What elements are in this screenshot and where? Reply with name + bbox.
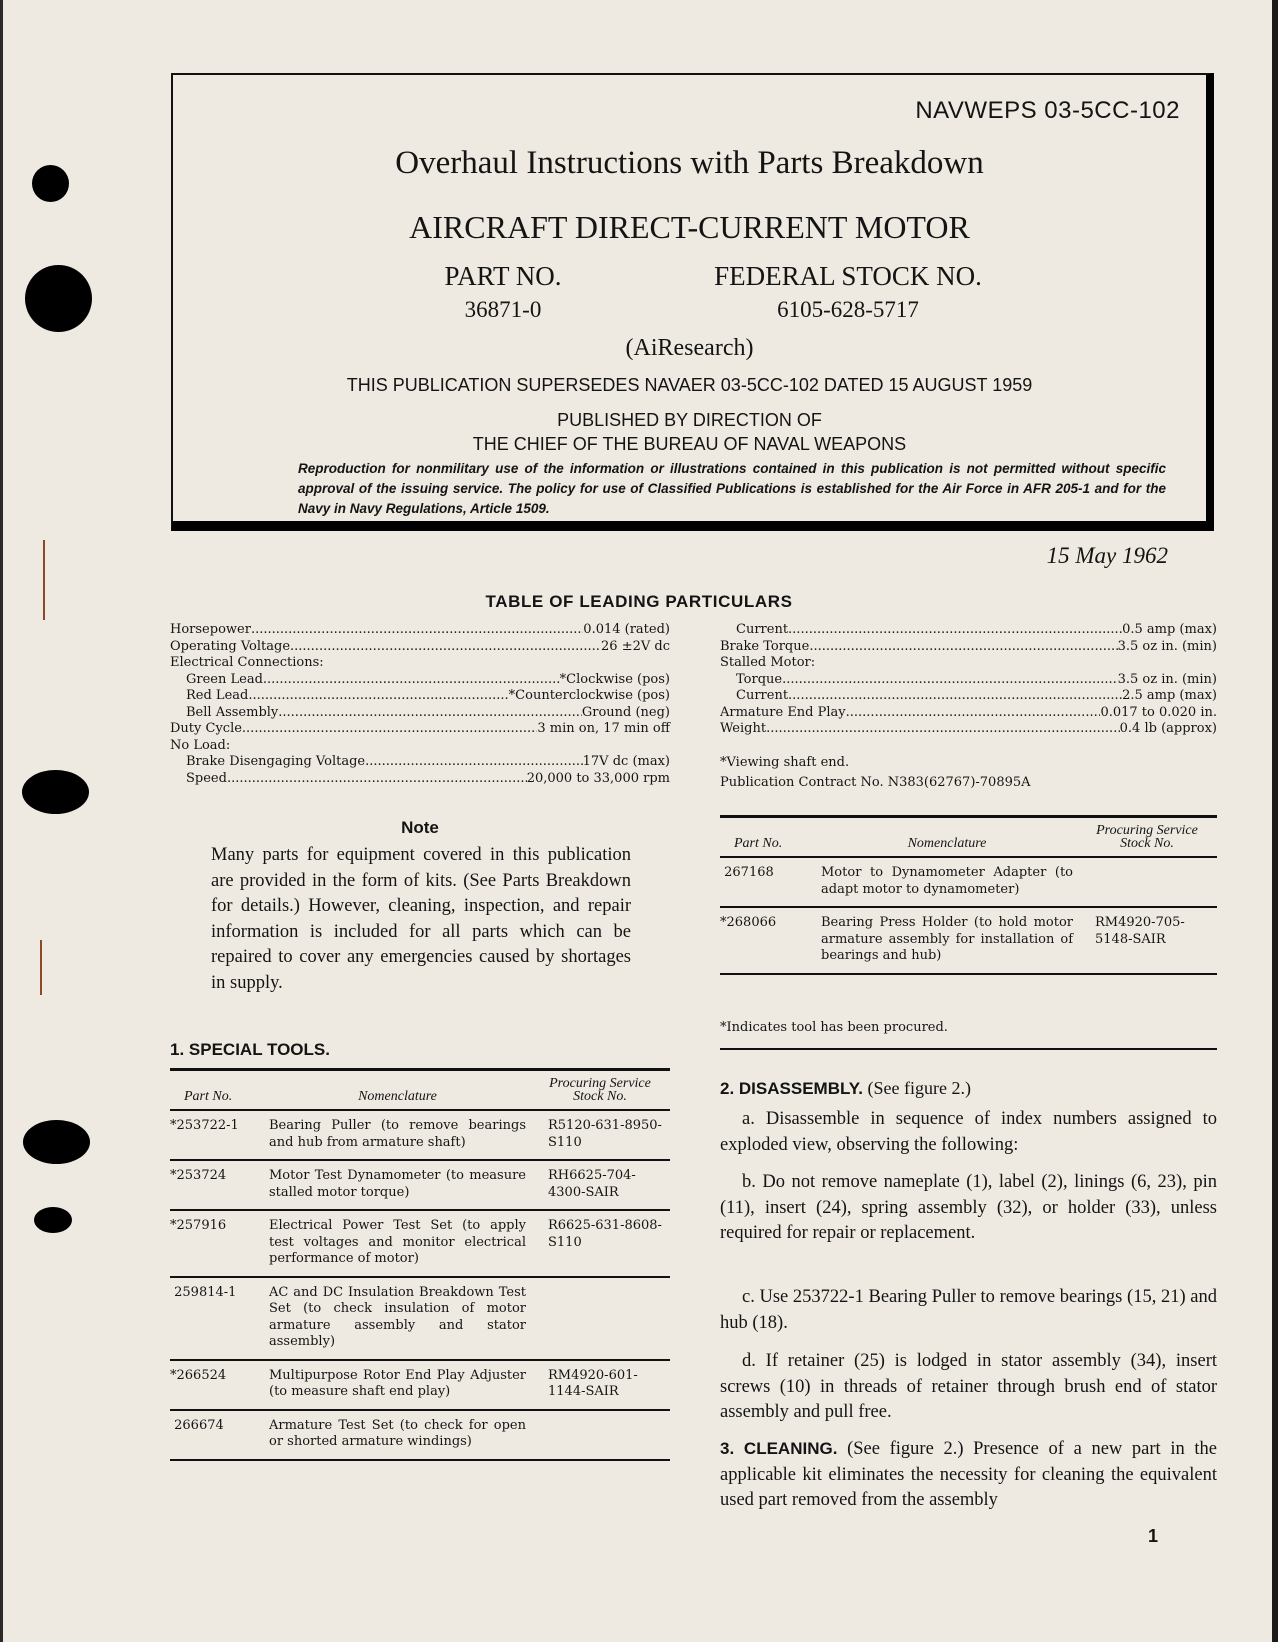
nomenclature-cell: Armature Test Set (to check for open or shorted armature windings) xyxy=(265,1410,530,1460)
special-tools-table xyxy=(170,1068,670,1461)
publication-date: 15 May 1962 xyxy=(1046,543,1168,568)
special-tools-heading: 1. SPECIAL TOOLS. xyxy=(170,1040,330,1059)
particular-value: Ground (neg) xyxy=(581,704,670,720)
page-edge-left xyxy=(0,0,3,1642)
nomenclature-cell: AC and DC Insulation Breakdown Test Set (to check insulation of motor armature assembly and stator assembly) xyxy=(265,1277,530,1360)
special-tools-table-continued xyxy=(720,815,1217,975)
dot-leader xyxy=(846,705,1101,722)
divider xyxy=(720,1048,1217,1050)
particular-row xyxy=(170,622,670,639)
part-no-label: PART NO. xyxy=(444,261,562,291)
table-row xyxy=(170,1110,670,1160)
staple-mark xyxy=(40,940,42,995)
stock-no-label: FEDERAL STOCK NO. xyxy=(714,261,982,291)
particular-value: 3 min on, 17 min off xyxy=(537,721,670,736)
particular-row xyxy=(720,622,1217,639)
table-row xyxy=(170,1360,670,1410)
disassembly-heading xyxy=(720,1078,971,1099)
table-header-row xyxy=(720,817,1217,858)
particular-value: 0.017 to 0.020 in. xyxy=(1100,704,1217,720)
document-number: NAVWEPS 03-5CC-102 xyxy=(915,97,1180,124)
particular-label: Operating Voltage xyxy=(170,638,291,654)
disassembly-title: 2. DISASSEMBLY. xyxy=(720,1079,863,1098)
part-number-cell: 266674 xyxy=(170,1410,265,1460)
published-by xyxy=(173,408,1206,456)
particular-label: Speed xyxy=(186,770,227,786)
dot-leader xyxy=(248,688,508,705)
binder-hole xyxy=(32,165,69,202)
supersedes-notice: THIS PUBLICATION SUPERSEDES NAVAER 03-5CC-102 DATED 15 AUGUST 1959 xyxy=(346,375,1033,395)
stock-number-cell: RM4920-601-1144-SAIR xyxy=(530,1360,670,1410)
note-body: Many parts for equipment covered in this publication are provided in the form of kits. (See Parts Breakdown for details.) However, cleaning, inspection, and repair information is included for all parts which can be repaired to cover any emergencies caused by shortages in supply. xyxy=(211,845,631,993)
table-row xyxy=(170,1277,670,1360)
disassembly-step-a: a. Disassemble in sequence of index numbers assigned to exploded view, observing the following: xyxy=(720,1109,1217,1155)
part-number-cell: *253722-1 xyxy=(170,1110,265,1160)
manufacturer: (AiResearch) xyxy=(625,335,754,361)
cleaning-text: (See figure 2.) Presence of a new part in the applicable kit eliminates the necessity for cleaning the equivalent used part removed from the assembly xyxy=(720,1439,1217,1510)
table-row xyxy=(170,1410,670,1460)
stock-number-cell: R5120-631-8950-S110 xyxy=(530,1110,670,1160)
particular-value: 2.5 amp (max) xyxy=(1122,688,1217,703)
page-number: 1 xyxy=(1147,1526,1158,1546)
binder-hole xyxy=(22,770,89,814)
particular-row xyxy=(170,672,670,689)
page-edge-right xyxy=(1272,0,1278,1642)
particular-label: Duty Cycle xyxy=(170,721,242,736)
cover-header-box xyxy=(171,73,1214,531)
stock-number-cell xyxy=(530,1410,670,1460)
table-row xyxy=(720,857,1217,907)
dot-leader xyxy=(788,688,1122,705)
particular-label: Weight xyxy=(720,721,767,736)
particular-value: 26 ±2V dc xyxy=(601,638,670,654)
dot-leader xyxy=(278,705,582,722)
particular-label: Bell Assembly xyxy=(186,704,279,720)
particular-row xyxy=(170,771,670,788)
procured-footnote: *Indicates tool has been procured. xyxy=(720,1020,948,1035)
note-title: Note xyxy=(401,818,439,837)
dot-leader xyxy=(251,622,583,639)
cleaning-paragraph xyxy=(720,1436,1217,1514)
col-nomenclature: Nomenclature xyxy=(265,1070,530,1111)
particular-label: No Load: xyxy=(170,737,231,753)
part-number-cell: *268066 xyxy=(720,907,817,974)
particular-row xyxy=(170,688,670,705)
particular-row xyxy=(720,672,1217,689)
dot-leader xyxy=(290,639,601,656)
table-row xyxy=(720,907,1217,974)
dot-leader xyxy=(365,754,583,771)
part-no-value: 36871-0 xyxy=(464,297,542,322)
stock-number-cell xyxy=(1077,857,1217,907)
disassembly-step-b: b. Do not remove nameplate (1), label (2), linings (6, 23), pin (11), insert (24), spring assembly (32), or holder (33), unless required for repair or replacement. xyxy=(720,1172,1217,1243)
particular-label: Stalled Motor: xyxy=(720,655,816,670)
particular-value: *Counterclockwise (pos) xyxy=(508,688,670,703)
nomenclature-cell: Bearing Press Holder (to hold motor armature assembly for installation of bearings and hub) xyxy=(817,907,1077,974)
cleaning-heading: 3. CLEANING. xyxy=(720,1439,838,1458)
binder-hole xyxy=(25,265,92,332)
particular-label: Green Lead xyxy=(186,671,263,687)
table-row xyxy=(170,1160,670,1210)
col-stock-no: Procuring Service Stock No. xyxy=(530,1070,670,1111)
col-part-no: Part No. xyxy=(720,817,817,858)
dot-leader xyxy=(782,672,1117,689)
contract-number: Publication Contract No. N383(62767)-70895A xyxy=(720,775,1031,790)
particular-row xyxy=(720,705,1217,722)
particular-row xyxy=(170,754,670,771)
dot-leader xyxy=(242,721,537,738)
table-header-row xyxy=(170,1070,670,1111)
particular-value: 0.5 amp (max) xyxy=(1122,622,1217,637)
leading-particulars-right xyxy=(720,622,1217,738)
viewing-footnote: *Viewing shaft end. xyxy=(720,755,850,770)
stock-number-cell: R6625-631-8608-S110 xyxy=(530,1210,670,1277)
nomenclature-cell: Bearing Puller (to remove bearings and hub from armature shaft) xyxy=(265,1110,530,1160)
particular-label: Brake Torque xyxy=(720,638,810,654)
stock-number-cell xyxy=(530,1277,670,1360)
col-part-no: Part No. xyxy=(170,1070,265,1111)
particular-row xyxy=(170,738,670,755)
nomenclature-cell: Multipurpose Rotor End Play Adjuster (to measure shaft end play) xyxy=(265,1360,530,1410)
binder-hole xyxy=(23,1120,90,1164)
col-stock-no: Procuring Service Stock No. xyxy=(1077,817,1217,858)
particular-label: Armature End Play xyxy=(720,704,846,720)
particular-row xyxy=(170,705,670,722)
particular-row xyxy=(170,655,670,672)
stock-no-value: 6105-628-5717 xyxy=(777,297,919,322)
particular-label: Current xyxy=(736,622,789,637)
reproduction-notice: Reproduction for nonmilitary use of the information or illustrations contained in this publication is not permitted without specific approval of the issuing service. The policy for use of Classified Publications is established for the Air Force in AFR 205-1 and for the Navy in Navy Regulations, Article 1509. xyxy=(298,461,1166,516)
particular-value: 3.5 oz in. (min) xyxy=(1117,671,1217,687)
part-number-cell: *257916 xyxy=(170,1210,265,1277)
particular-row xyxy=(170,721,670,738)
disassembly-ref: (See figure 2.) xyxy=(862,1078,971,1098)
part-number-cell: 259814-1 xyxy=(170,1277,265,1360)
particular-row xyxy=(720,721,1217,738)
published-line-1: PUBLISHED BY DIRECTION OF xyxy=(557,410,822,430)
particular-value: 20,000 to 33,000 rpm xyxy=(526,770,670,786)
stock-number-cell: RM4920-705-5148-SAIR xyxy=(1077,907,1217,974)
particular-label: Electrical Connections: xyxy=(170,655,324,670)
particular-value: 3.5 oz in. (min) xyxy=(1117,638,1217,654)
dot-leader xyxy=(788,622,1122,639)
particular-label: Torque xyxy=(736,671,783,687)
dot-leader xyxy=(227,771,527,788)
particular-label: Red Lead xyxy=(186,688,249,703)
particular-value: 0.4 lb (approx) xyxy=(1119,721,1217,736)
particular-value: *Clockwise (pos) xyxy=(559,671,670,687)
equipment-name: AIRCRAFT DIRECT-CURRENT MOTOR xyxy=(409,209,970,245)
dot-leader xyxy=(809,639,1117,656)
particular-label: Brake Disengaging Voltage xyxy=(186,754,366,769)
particular-row xyxy=(720,655,1217,672)
part-number-cell: *266524 xyxy=(170,1360,265,1410)
binder-hole xyxy=(34,1207,72,1233)
particular-row xyxy=(720,639,1217,656)
disassembly-step-c: c. Use 253722-1 Bearing Puller to remove bearings (15, 21) and hub (18). xyxy=(720,1287,1217,1333)
particular-label: Current xyxy=(736,688,789,703)
published-line-2: THE CHIEF OF THE BUREAU OF NAVAL WEAPONS xyxy=(472,434,907,454)
dot-leader xyxy=(263,672,560,689)
nomenclature-cell: Motor to Dynamometer Adapter (to adapt motor to dynamometer) xyxy=(817,857,1077,907)
particular-row xyxy=(720,688,1217,705)
col-nomenclature: Nomenclature xyxy=(817,817,1077,858)
particular-label: Horsepower xyxy=(170,622,251,637)
table-row xyxy=(170,1210,670,1277)
leading-particulars-title: TABLE OF LEADING PARTICULARS xyxy=(485,592,793,611)
stock-number-cell: RH6625-704-4300-SAIR xyxy=(530,1160,670,1210)
nomenclature-cell: Electrical Power Test Set (to apply test voltages and monitor electrical performance of motor) xyxy=(265,1210,530,1277)
part-number-cell: *253724 xyxy=(170,1160,265,1210)
disassembly-step-d: d. If retainer (25) is lodged in stator assembly (34), insert screws (10) in threads of retainer through brush end of stator assembly and pull free. xyxy=(720,1351,1217,1422)
part-number-cell: 267168 xyxy=(720,857,817,907)
leading-particulars-left xyxy=(170,622,670,787)
particular-row xyxy=(170,639,670,656)
nomenclature-cell: Motor Test Dynamometer (to measure stalled motor torque) xyxy=(265,1160,530,1210)
particular-value: 17V dc (max) xyxy=(582,754,670,769)
particular-value: 0.014 (rated) xyxy=(583,622,670,637)
dot-leader xyxy=(766,721,1120,738)
document-title: Overhaul Instructions with Parts Breakdown xyxy=(395,145,984,181)
